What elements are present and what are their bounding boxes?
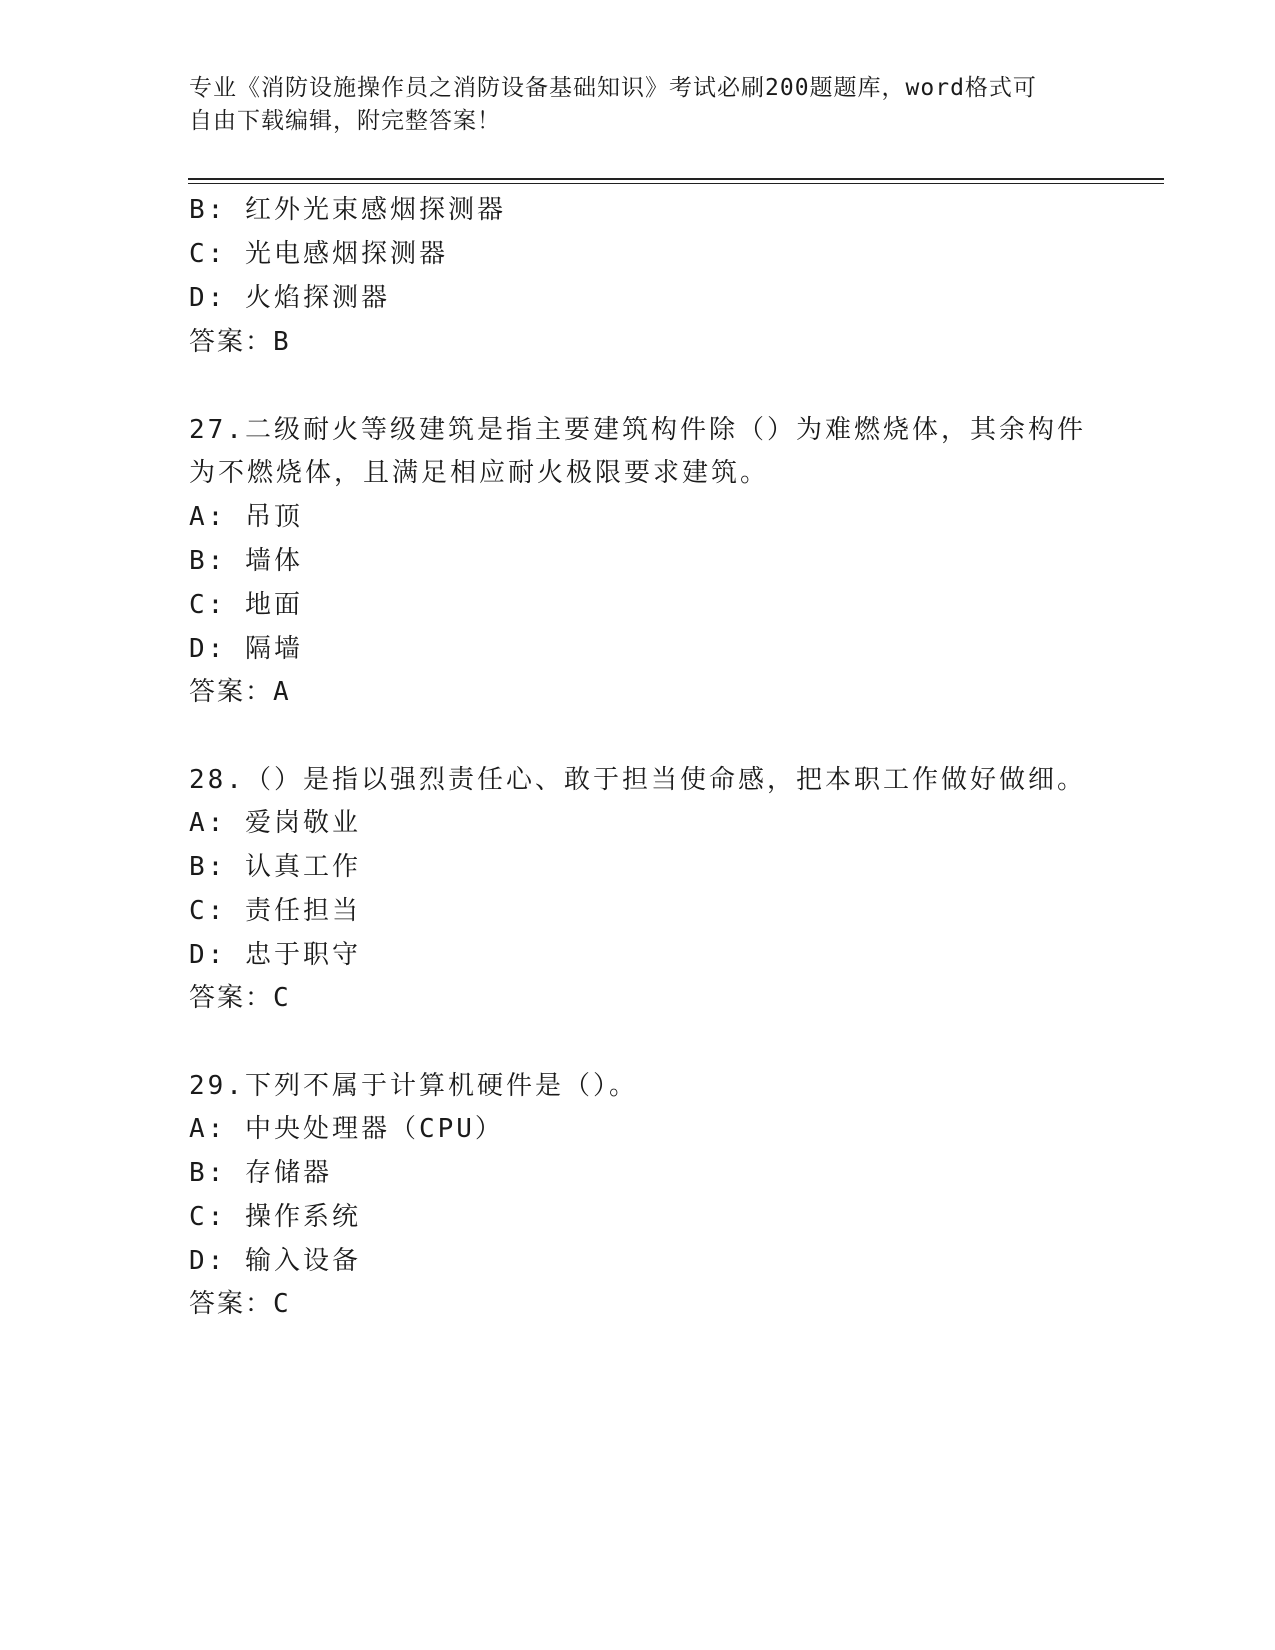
q29-option-a: A: 中央处理器（CPU）	[189, 1114, 504, 1144]
q28-stem-line-1: 28.（）是指以强烈责任心、敢于担当使命感，把本职工作做好做细。	[189, 765, 1086, 795]
q27-option-a: A: 吊顶	[189, 502, 303, 532]
header-divider-thin	[188, 183, 1164, 184]
q27-option-b: B: 墙体	[189, 546, 303, 576]
q29-answer: 答案：C	[189, 1289, 291, 1319]
q28-option-c: C: 责任担当	[189, 896, 361, 926]
q27-stem-line-2: 为不燃烧体，且满足相应耐火极限要求建筑。	[189, 458, 770, 488]
q28-option-d: D: 忠于职守	[189, 940, 361, 970]
q27-stem-line-1: 27.二级耐火等级建筑是指主要建筑构件除（）为难燃烧体，其余构件	[189, 415, 1086, 445]
q27-option-d: D: 隔墙	[189, 634, 303, 664]
q26-option-c: C: 光电感烟探测器	[189, 239, 448, 269]
q27-option-c: C: 地面	[189, 590, 303, 620]
q29-option-c: C: 操作系统	[189, 1202, 361, 1232]
document-header	[189, 72, 1089, 138]
q26-option-d: D: 火焰探测器	[189, 283, 390, 313]
q26-answer: 答案：B	[189, 327, 291, 357]
q28-option-b: B: 认真工作	[189, 852, 361, 882]
q29-option-b: B: 存储器	[189, 1158, 332, 1188]
q27-answer: 答案：A	[189, 677, 291, 707]
q26-option-b: B: 红外光束感烟探测器	[189, 195, 506, 225]
header-divider-thick	[188, 178, 1164, 180]
q29-stem-line-1: 29.下列不属于计算机硬件是（）。	[189, 1071, 638, 1101]
q28-option-a: A: 爱岗敬业	[189, 808, 361, 838]
header-title-line-1: 专业《消防设施操作员之消防设备基础知识》考试必刷200题题库，word格式可	[189, 75, 1037, 101]
header-title-line-2: 自由下载编辑，附完整答案！	[189, 108, 501, 134]
q28-answer: 答案：C	[189, 983, 291, 1013]
q29-option-d: D: 输入设备	[189, 1246, 361, 1276]
